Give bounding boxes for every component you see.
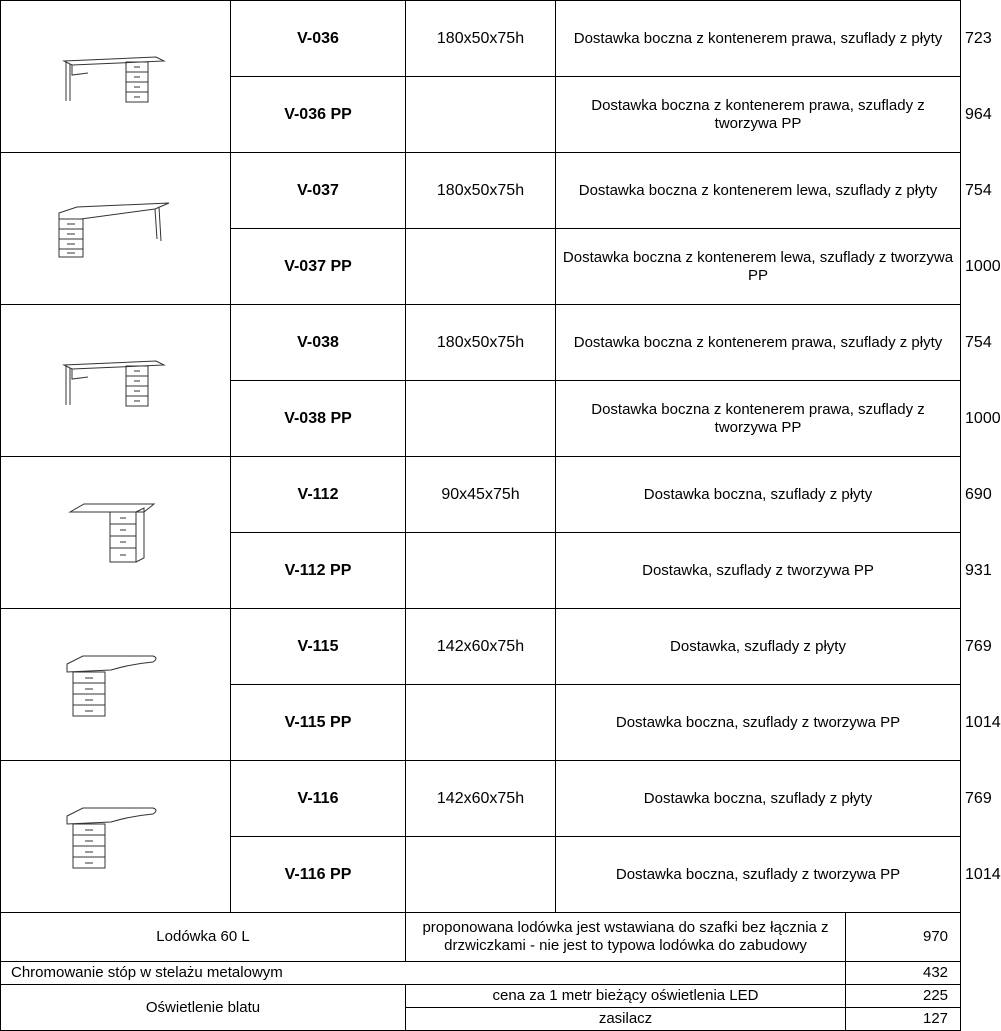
product-description: Dostawka boczna z kontenerem lewa, szuflady z tworzywa PP [556,229,961,305]
desk-right-container-icon [1,1,231,153]
product-description: Dostawka, szuflady z płyty [556,609,961,685]
product-description: Dostawka boczna, szuflady z płyty [556,761,961,837]
product-dimensions: 180x50x75h [406,1,556,77]
product-dimensions [406,229,556,305]
product-code: V-038 [231,305,406,381]
chrome-label: Chromowanie stóp w stelażu metalowym [1,962,846,985]
desk-left-container-icon [1,153,231,305]
lighting-led-description: cena za 1 metr bieżący oświetlenia LED [406,985,846,1008]
product-description: Dostawka boczna z kontenerem prawa, szuflady z tworzywa PP [556,77,961,153]
product-row: V-115 142x60x75h Dostawka, szuflady z płyty 769 [1,609,961,685]
product-dimensions [406,685,556,761]
fridge-price: 970 [846,913,961,962]
product-code: V-038 PP [231,381,406,457]
product-row: V-036 PP Dostawka boczna z kontenerem prawa, szuflady z tworzywa PP 964 [1,77,961,153]
lighting-power-supply-description: zasilacz [406,1008,846,1031]
product-row: V-112 PP Dostawka, szuflady z tworzywa PP 931 [1,533,961,609]
product-dimensions [406,77,556,153]
product-code: V-116 [231,761,406,837]
product-code: V-037 [231,153,406,229]
product-code: V-036 PP [231,77,406,153]
product-row: V-037 180x50x75h Dostawka boczna z kontenerem lewa, szuflady z płyty 754 [1,153,961,229]
product-description: Dostawka, szuflady z tworzywa PP [556,533,961,609]
lighting-power-supply-price: 127 [846,1008,961,1031]
product-description: Dostawka boczna z kontenerem prawa, szuflady z płyty [556,1,961,77]
product-description: Dostawka boczna z kontenerem lewa, szuflady z płyty [556,153,961,229]
chrome-price: 432 [846,962,961,985]
product-dimensions: 142x60x75h [406,761,556,837]
product-code: V-115 [231,609,406,685]
product-description: Dostawka boczna, szuflady z tworzywa PP [556,685,961,761]
product-dimensions: 180x50x75h [406,153,556,229]
product-code: V-036 [231,1,406,77]
product-row: V-037 PP Dostawka boczna z kontenerem lewa, szuflady z tworzywa PP 1000 [1,229,961,305]
product-code: V-037 PP [231,229,406,305]
product-dimensions: 90x45x75h [406,457,556,533]
product-row: V-116 PP Dostawka boczna, szuflady z tworzywa PP 1014 [1,837,961,913]
product-row: V-036 180x50x75h Dostawka boczna z kontenerem prawa, szuflady z płyty 723 [1,1,961,77]
product-description: Dostawka boczna z kontenerem prawa, szuflady z płyty [556,305,961,381]
product-row: V-038 180x50x75h Dostawka boczna z kontenerem prawa, szuflady z płyty 754 [1,305,961,381]
product-dimensions [406,381,556,457]
product-row: V-115 PP Dostawka boczna, szuflady z tworzywa PP 1014 [1,685,961,761]
product-code: V-116 PP [231,837,406,913]
curved-desk-icon [1,761,231,913]
fridge-label: Lodówka 60 L [1,913,406,962]
product-code: V-115 PP [231,685,406,761]
product-description: Dostawka boczna, szuflady z tworzywa PP [556,837,961,913]
product-dimensions [406,533,556,609]
lighting-led-price: 225 [846,985,961,1008]
product-description: Dostawka boczna, szuflady z płyty [556,457,961,533]
product-dimensions: 180x50x75h [406,305,556,381]
product-row: V-112 90x45x75h Dostawka boczna, szuflady z płyty 690 [1,457,961,533]
short-desk-icon [1,457,231,609]
fridge-description: proponowana lodówka jest wstawiana do szafki bez łącznia z drzwiczkami - nie jest to typowa lodówka do zabudowy [406,913,846,962]
product-code: V-112 PP [231,533,406,609]
product-row: V-116 142x60x75h Dostawka boczna, szuflady z płyty 769 [1,761,961,837]
product-description: Dostawka boczna z kontenerem prawa, szuflady z tworzywa PP [556,381,961,457]
product-dimensions: 142x60x75h [406,609,556,685]
curved-desk-icon [1,609,231,761]
product-row: V-038 PP Dostawka boczna z kontenerem prawa, szuflady z tworzywa PP 1000 [1,381,961,457]
lighting-label: Oświetlenie blatu [1,985,406,1031]
product-dimensions [406,837,556,913]
desk-right-container-icon [1,305,231,457]
product-code: V-112 [231,457,406,533]
